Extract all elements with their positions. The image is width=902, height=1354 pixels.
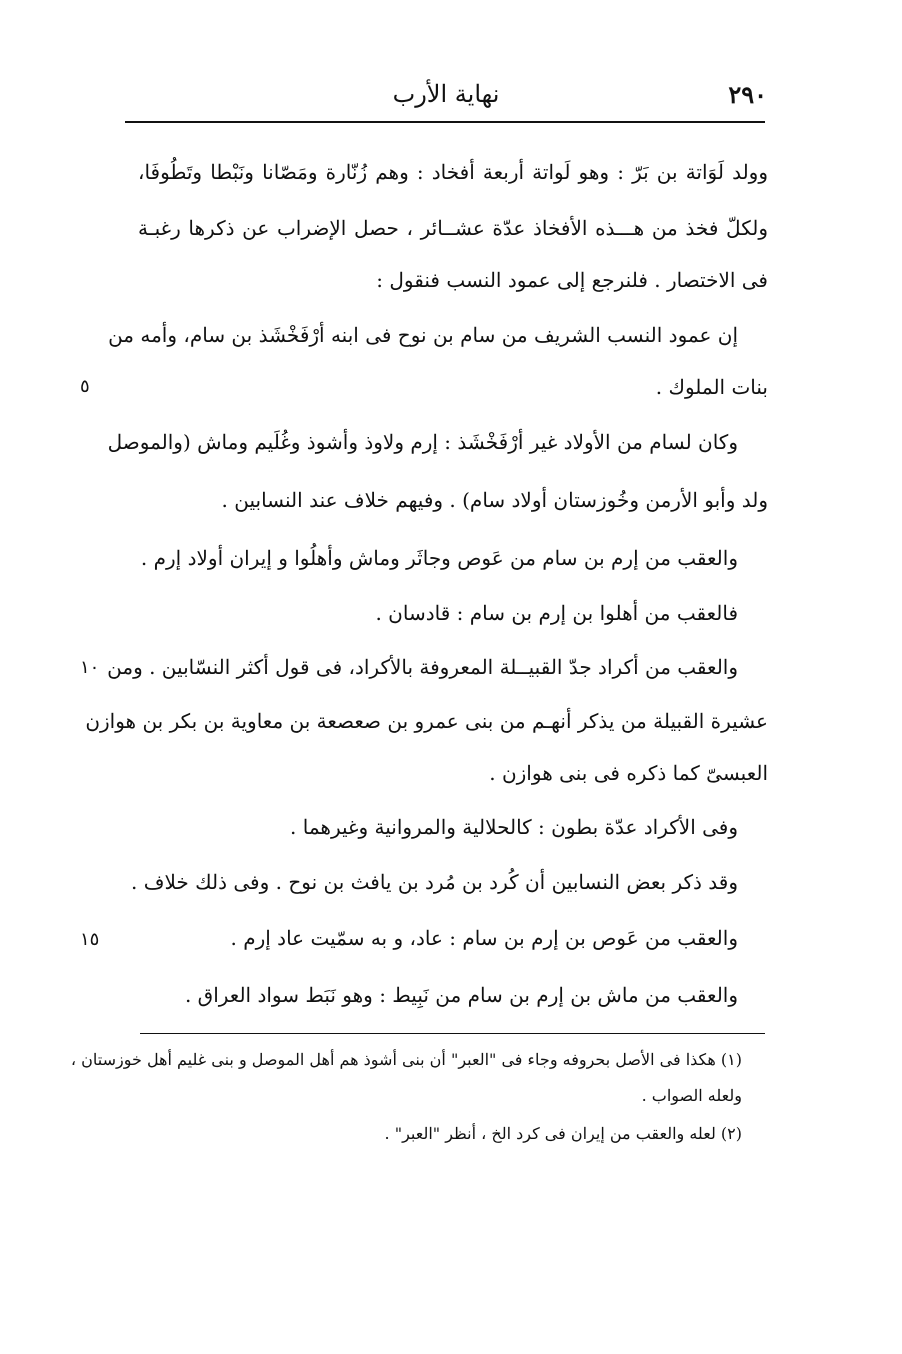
margin-number-5: ٥ (80, 376, 90, 397)
margin-number-10: ١٠ (80, 657, 100, 678)
text-line-4: إن عمود النسب الشريف من سام بن نوح فى ابنه أرْفَخْشَذ بن سام، وأمه من (108, 323, 738, 347)
text-line-11: عشيرة القبيلة من يذكر أنهـم من بنى عمرو بن صعصعة بن معاوية بن بكر بن هوازن (85, 709, 768, 733)
text-line-2: ولكلّ فخذ من هـــذه الأفخاذ عدّة عشــائر ، حصل الإضراب عن ذكرها رغبـة (138, 216, 768, 240)
text-line-8: والعقب من إرم بن سام من عَوص وجاثَر وماش وأهلُوا و إيران أولاد إرم . (140, 546, 738, 570)
text-line-12: العبسىّ كما ذكره فى بنى هوازن . (489, 761, 768, 785)
text-line-3: فى الاختصار . فلنرجع إلى عمود النسب فنقول : (376, 268, 768, 292)
page-number: ٢٩٠ (728, 80, 767, 109)
text-line-6: وكان لسام من الأولاد غير أرْفَخْشَذ : إرم ولاوذ وأشوذ وغُلَيم وماش (والموصل (107, 430, 738, 454)
text-line-5: بنات الملوك . (655, 375, 768, 399)
header-rule (125, 121, 765, 123)
text-line-10: والعقب من أكراد جدّ القبيــلة المعروفة بالأكراد، فى قول أكثر النسّابين . ومن (107, 655, 738, 679)
footnote-1: (١) هكذا فى الأصل بحروفه وجاء فى "العبر" أن بنى أشوذ هم أهل الموصل و بنى غليم أهل خوزستان ، (70, 1050, 742, 1069)
running-title: نهاية الأرب (392, 80, 500, 108)
footnote-1-continued: ولعله الصواب . (641, 1086, 742, 1105)
footnote-2: (٢) لعله والعقب من إيران فى كرد الخ ، أنظر "العبر" . (384, 1124, 742, 1143)
text-line-15: والعقب من عَوص بن إرم بن سام : عاد، و به سمّيت عاد إرم . (230, 926, 738, 950)
text-line-1: وولد لَوَاتة بن بَرّ : وهو لَواتة أربعة أفخاد : وهم زُنّارة ومَصّانا ونَبْطا وتَطُوفَا، (138, 160, 768, 184)
text-line-9: فالعقب من أهلوا بن إرم بن سام : قادسان . (375, 601, 738, 625)
margin-number-15: ١٥ (80, 929, 100, 950)
text-line-16: والعقب من ماش بن إرم بن سام من نَبِيط : وهو نَبَط سواد العراق . (184, 983, 738, 1007)
text-line-13: وفى الأكراد عدّة بطون : كالحلالية والمروانية وغيرهما . (290, 815, 738, 839)
text-line-14: وقد ذكر بعض النسابين أن كُرد بن مُرد بن يافث بن نوح . وفى ذلك خلاف . (131, 870, 738, 894)
text-line-7: ولد وأبو الأرمن وخُوزستان أولاد سام) . وفيهم خلاف عند النسابين . (221, 488, 768, 512)
footnote-rule (140, 1033, 765, 1034)
